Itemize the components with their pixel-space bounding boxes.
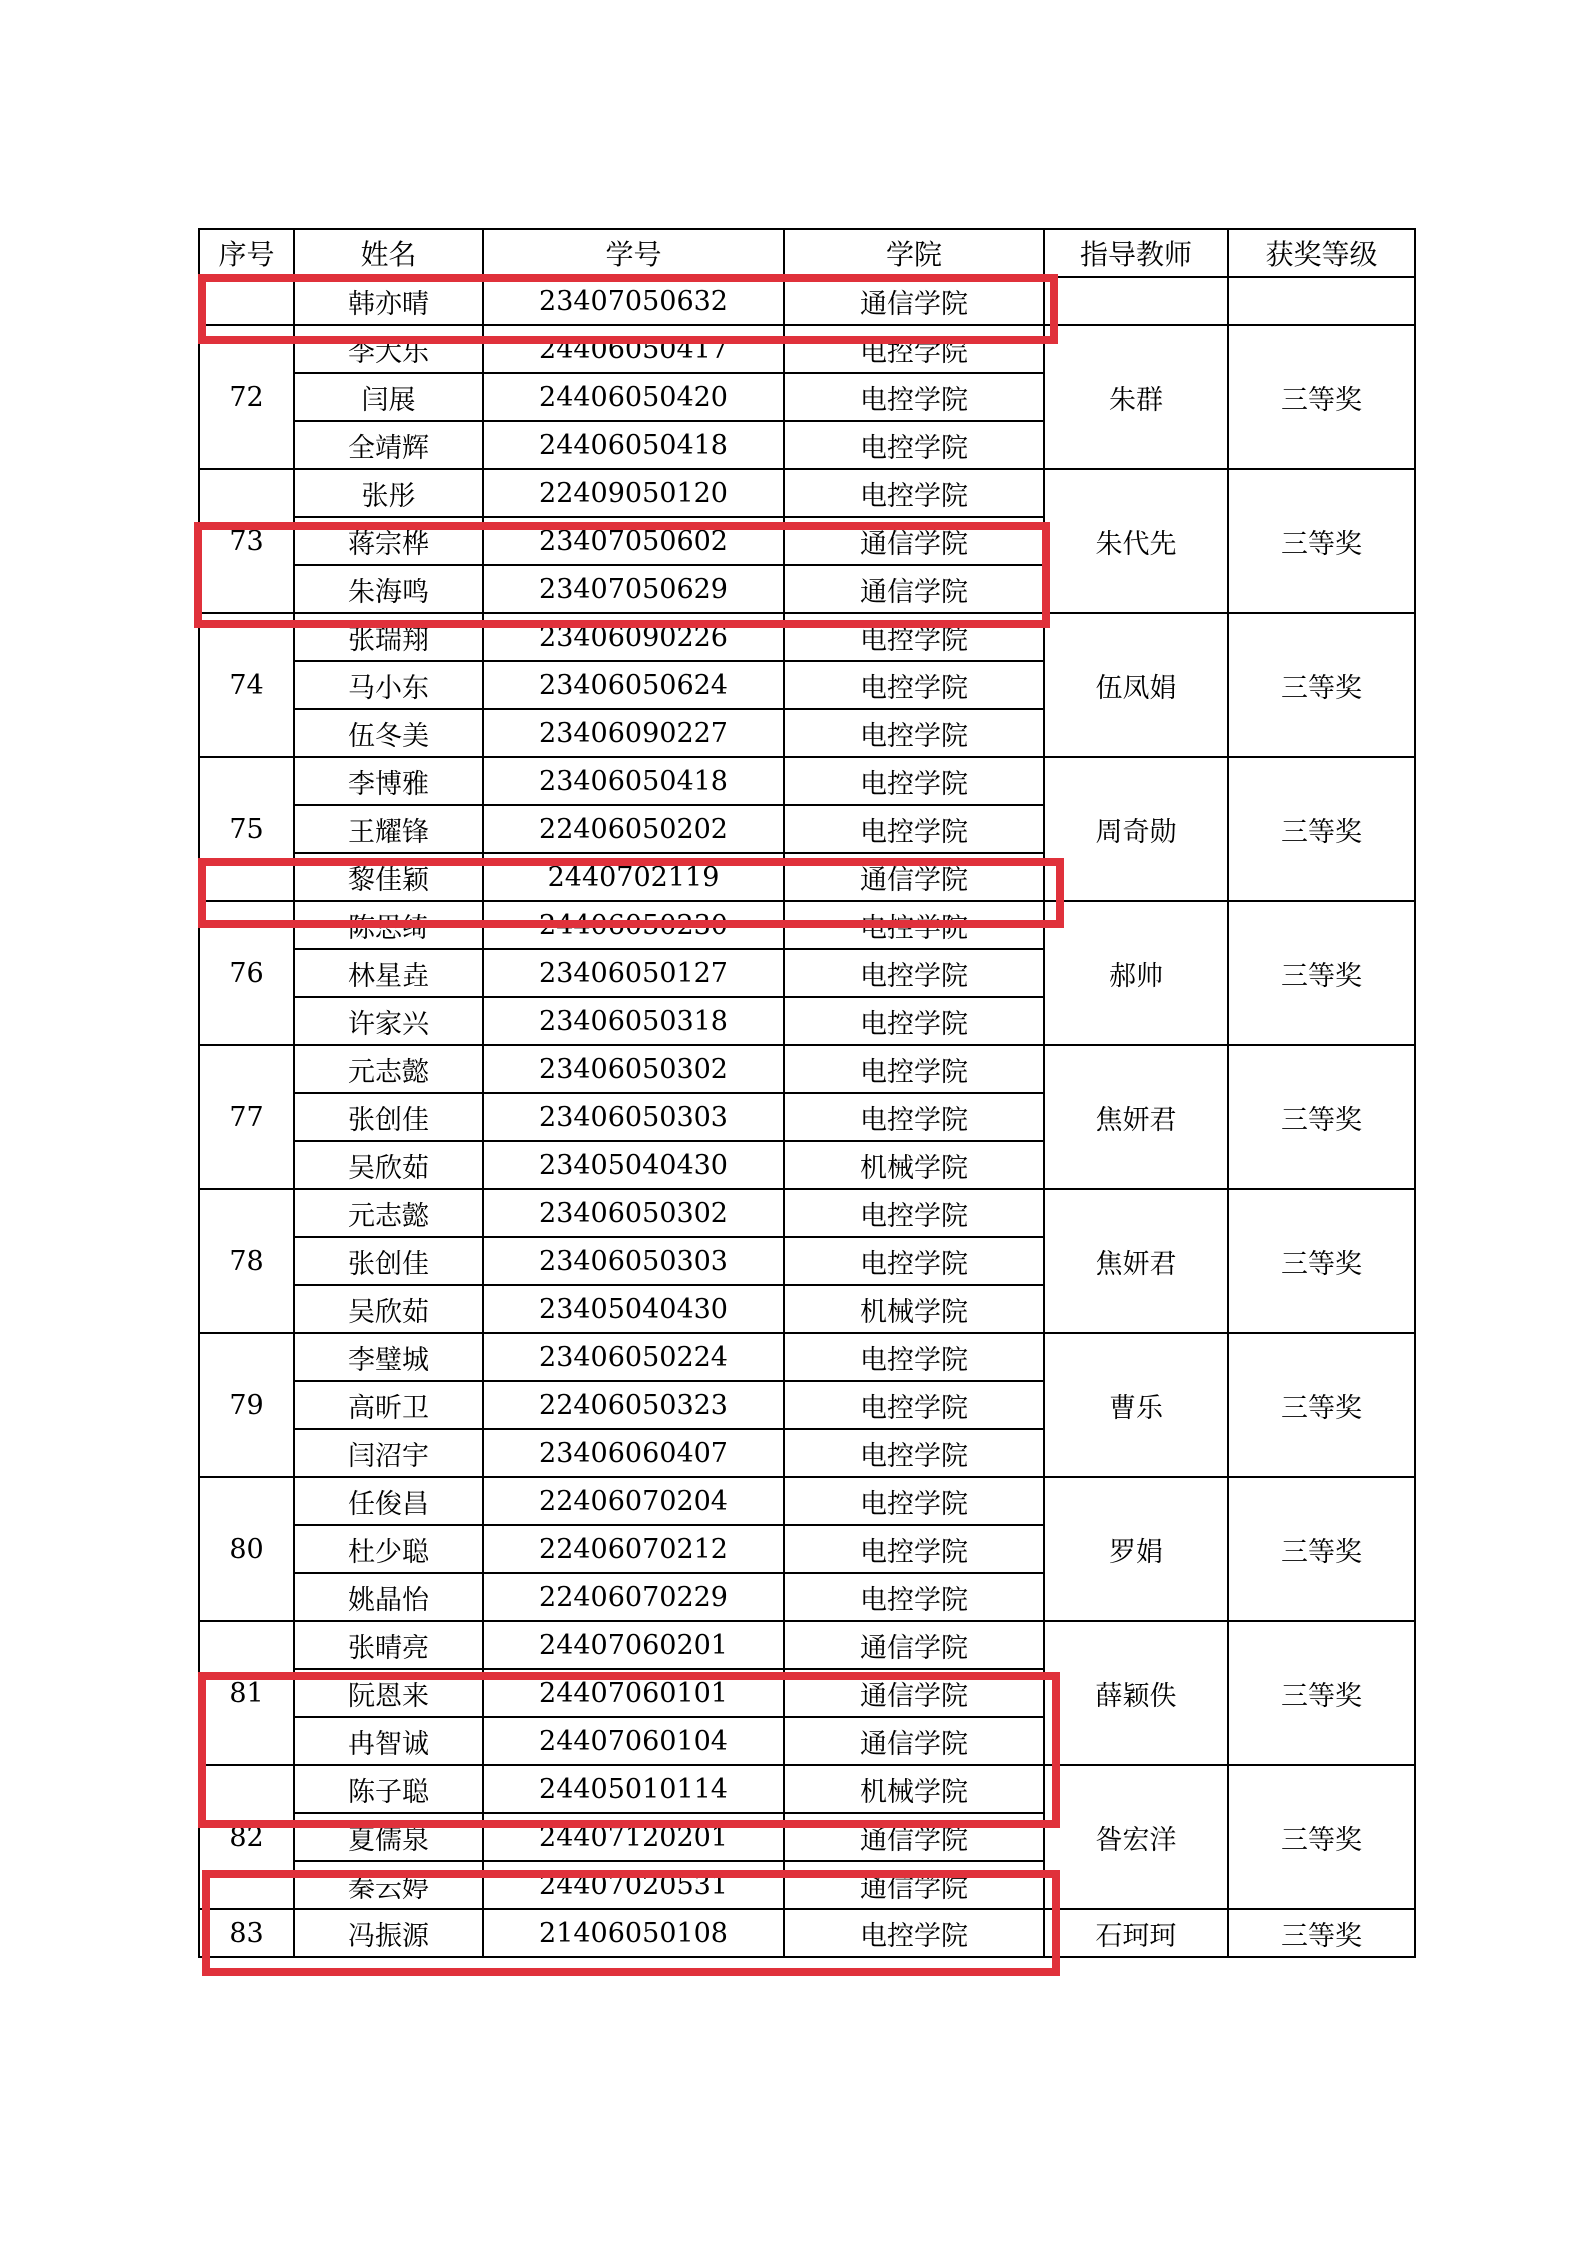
college-cell: 电控学院	[784, 421, 1044, 469]
teacher-cell	[1044, 277, 1228, 325]
student-id-cell: 24405010114	[483, 1765, 784, 1813]
student-name-cell: 元志懿	[294, 1045, 483, 1093]
group-number-cell: 73	[199, 469, 294, 613]
college-cell: 电控学院	[784, 613, 1044, 661]
college-cell: 通信学院	[784, 853, 1044, 901]
college-cell: 机械学院	[784, 1141, 1044, 1189]
student-id-cell: 24407060104	[483, 1717, 784, 1765]
group-number-cell: 79	[199, 1333, 294, 1477]
award-table	[198, 228, 1416, 1958]
table-row	[199, 901, 1415, 949]
college-cell: 机械学院	[784, 1765, 1044, 1813]
student-id-cell: 23406050418	[483, 757, 784, 805]
college-cell: 通信学院	[784, 565, 1044, 613]
student-id-cell: 22406050202	[483, 805, 784, 853]
college-cell: 机械学院	[784, 1285, 1044, 1333]
college-cell: 电控学院	[784, 1237, 1044, 1285]
student-id-cell: 22406050323	[483, 1381, 784, 1429]
student-name-cell: 李博雅	[294, 757, 483, 805]
table-row	[199, 469, 1415, 517]
table-header-row	[199, 229, 1415, 277]
student-id-cell: 2440702119	[483, 853, 784, 901]
student-id-cell: 23406090227	[483, 709, 784, 757]
college-cell: 电控学院	[784, 949, 1044, 997]
student-name-cell: 高昕卫	[294, 1381, 483, 1429]
student-name-cell: 陈思绮	[294, 901, 483, 949]
student-name-cell: 夏儒泉	[294, 1813, 483, 1861]
college-cell: 通信学院	[784, 277, 1044, 325]
header-student-id: 学号	[483, 229, 784, 277]
student-name-cell: 吴欣茹	[294, 1285, 483, 1333]
student-id-cell: 23406050302	[483, 1189, 784, 1237]
table-row	[199, 1333, 1415, 1381]
student-id-cell: 24406050417	[483, 325, 784, 373]
student-id-cell: 23406050318	[483, 997, 784, 1045]
group-number-cell: 80	[199, 1477, 294, 1621]
student-id-cell: 23406090226	[483, 613, 784, 661]
student-name-cell: 张瑞翔	[294, 613, 483, 661]
college-cell: 电控学院	[784, 1333, 1044, 1381]
student-id-cell: 23406050224	[483, 1333, 784, 1381]
college-cell: 电控学院	[784, 709, 1044, 757]
group-number-cell: 72	[199, 325, 294, 469]
group-number-cell	[199, 277, 294, 325]
student-name-cell: 张晴亮	[294, 1621, 483, 1669]
award-level-cell: 三等奖	[1228, 1045, 1415, 1189]
student-id-cell: 23407050632	[483, 277, 784, 325]
college-cell: 电控学院	[784, 325, 1044, 373]
college-cell: 电控学院	[784, 1909, 1044, 1957]
award-level-cell: 三等奖	[1228, 1477, 1415, 1621]
group-number-cell: 82	[199, 1765, 294, 1909]
group-number-cell: 83	[199, 1909, 294, 1957]
student-id-cell: 23405040430	[483, 1141, 784, 1189]
student-name-cell: 冯振源	[294, 1909, 483, 1957]
teacher-cell: 罗娟	[1044, 1477, 1228, 1621]
teacher-cell: 昝宏洋	[1044, 1765, 1228, 1909]
student-id-cell: 24407060101	[483, 1669, 784, 1717]
student-id-cell: 24406050420	[483, 373, 784, 421]
student-id-cell: 23407050629	[483, 565, 784, 613]
college-cell: 电控学院	[784, 1525, 1044, 1573]
table-row	[199, 1621, 1415, 1669]
award-level-cell: 三等奖	[1228, 1909, 1415, 1957]
student-name-cell: 许家兴	[294, 997, 483, 1045]
student-id-cell: 23405040430	[483, 1285, 784, 1333]
college-cell: 通信学院	[784, 1813, 1044, 1861]
student-id-cell: 22409050120	[483, 469, 784, 517]
college-cell: 通信学院	[784, 1717, 1044, 1765]
college-cell: 电控学院	[784, 373, 1044, 421]
college-cell: 通信学院	[784, 1669, 1044, 1717]
student-name-cell: 张彤	[294, 469, 483, 517]
student-id-cell: 21406050108	[483, 1909, 784, 1957]
student-id-cell: 23406050302	[483, 1045, 784, 1093]
award-level-cell: 三等奖	[1228, 757, 1415, 901]
teacher-cell: 周奇勋	[1044, 757, 1228, 901]
award-level-cell: 三等奖	[1228, 1765, 1415, 1909]
table-row	[199, 1909, 1415, 1957]
header-award: 获奖等级	[1228, 229, 1415, 277]
group-number-cell: 75	[199, 757, 294, 901]
student-name-cell: 韩亦晴	[294, 277, 483, 325]
college-cell: 电控学院	[784, 805, 1044, 853]
table-row	[199, 757, 1415, 805]
student-id-cell: 23406060407	[483, 1429, 784, 1477]
teacher-cell: 焦妍君	[1044, 1189, 1228, 1333]
college-cell: 电控学院	[784, 1045, 1044, 1093]
student-name-cell: 王耀锋	[294, 805, 483, 853]
college-cell: 电控学院	[784, 1381, 1044, 1429]
table-row	[199, 325, 1415, 373]
student-id-cell: 23406050303	[483, 1093, 784, 1141]
student-id-cell: 22406070212	[483, 1525, 784, 1573]
student-id-cell: 23406050303	[483, 1237, 784, 1285]
teacher-cell: 伍凤娟	[1044, 613, 1228, 757]
group-number-cell: 74	[199, 613, 294, 757]
award-level-cell: 三等奖	[1228, 613, 1415, 757]
student-name-cell: 姚晶怡	[294, 1573, 483, 1621]
student-name-cell: 张创佳	[294, 1093, 483, 1141]
college-cell: 电控学院	[784, 1573, 1044, 1621]
student-id-cell: 22406070204	[483, 1477, 784, 1525]
teacher-cell: 朱代先	[1044, 469, 1228, 613]
student-name-cell: 秦云婷	[294, 1861, 483, 1909]
table-row	[199, 1765, 1415, 1813]
student-name-cell: 黎佳颖	[294, 853, 483, 901]
group-number-cell: 76	[199, 901, 294, 1045]
student-name-cell: 杜少聪	[294, 1525, 483, 1573]
college-cell: 电控学院	[784, 901, 1044, 949]
award-level-cell: 三等奖	[1228, 1621, 1415, 1765]
college-cell: 电控学院	[784, 469, 1044, 517]
college-cell: 电控学院	[784, 757, 1044, 805]
group-number-cell: 81	[199, 1621, 294, 1765]
student-id-cell: 23406050127	[483, 949, 784, 997]
college-cell: 电控学院	[784, 661, 1044, 709]
college-cell: 电控学院	[784, 1429, 1044, 1477]
college-cell: 电控学院	[784, 1093, 1044, 1141]
student-name-cell: 陈子聪	[294, 1765, 483, 1813]
student-id-cell: 24406050418	[483, 421, 784, 469]
student-name-cell: 阮恩来	[294, 1669, 483, 1717]
college-cell: 电控学院	[784, 997, 1044, 1045]
teacher-cell: 薛颖佚	[1044, 1621, 1228, 1765]
award-level-cell	[1228, 277, 1415, 325]
teacher-cell: 石珂珂	[1044, 1909, 1228, 1957]
student-name-cell: 全靖辉	[294, 421, 483, 469]
teacher-cell: 郝帅	[1044, 901, 1228, 1045]
college-cell: 电控学院	[784, 1189, 1044, 1237]
award-level-cell: 三等奖	[1228, 469, 1415, 613]
student-name-cell: 李璧城	[294, 1333, 483, 1381]
student-name-cell: 吴欣茹	[294, 1141, 483, 1189]
table-row	[199, 277, 1415, 325]
college-cell: 通信学院	[784, 1621, 1044, 1669]
student-name-cell: 闫展	[294, 373, 483, 421]
student-id-cell: 23407050602	[483, 517, 784, 565]
teacher-cell: 曹乐	[1044, 1333, 1228, 1477]
student-id-cell: 23406050624	[483, 661, 784, 709]
award-level-cell: 三等奖	[1228, 901, 1415, 1045]
header-college: 学院	[784, 229, 1044, 277]
student-name-cell: 伍冬美	[294, 709, 483, 757]
table-row	[199, 1477, 1415, 1525]
college-cell: 通信学院	[784, 517, 1044, 565]
student-name-cell: 张创佳	[294, 1237, 483, 1285]
award-level-cell: 三等奖	[1228, 1189, 1415, 1333]
student-name-cell: 李大乐	[294, 325, 483, 373]
header-teacher: 指导教师	[1044, 229, 1228, 277]
header-no: 序号	[199, 229, 294, 277]
college-cell: 通信学院	[784, 1861, 1044, 1909]
student-id-cell: 24406050230	[483, 901, 784, 949]
student-name-cell: 马小东	[294, 661, 483, 709]
student-id-cell: 24407060201	[483, 1621, 784, 1669]
table-row	[199, 613, 1415, 661]
student-id-cell: 22406070229	[483, 1573, 784, 1621]
table-body	[199, 277, 1415, 1957]
header-name: 姓名	[294, 229, 483, 277]
teacher-cell: 朱群	[1044, 325, 1228, 469]
college-cell: 电控学院	[784, 1477, 1044, 1525]
group-number-cell: 78	[199, 1189, 294, 1333]
award-level-cell: 三等奖	[1228, 325, 1415, 469]
student-id-cell: 24407020531	[483, 1861, 784, 1909]
teacher-cell: 焦妍君	[1044, 1045, 1228, 1189]
student-name-cell: 闫沼宇	[294, 1429, 483, 1477]
table-row	[199, 1189, 1415, 1237]
table-row	[199, 1045, 1415, 1093]
student-name-cell: 林星垚	[294, 949, 483, 997]
award-level-cell: 三等奖	[1228, 1333, 1415, 1477]
student-id-cell: 24407120201	[483, 1813, 784, 1861]
student-name-cell: 朱海鸣	[294, 565, 483, 613]
student-name-cell: 元志懿	[294, 1189, 483, 1237]
group-number-cell: 77	[199, 1045, 294, 1189]
student-name-cell: 任俊昌	[294, 1477, 483, 1525]
student-name-cell: 冉智诚	[294, 1717, 483, 1765]
student-name-cell: 蒋宗桦	[294, 517, 483, 565]
